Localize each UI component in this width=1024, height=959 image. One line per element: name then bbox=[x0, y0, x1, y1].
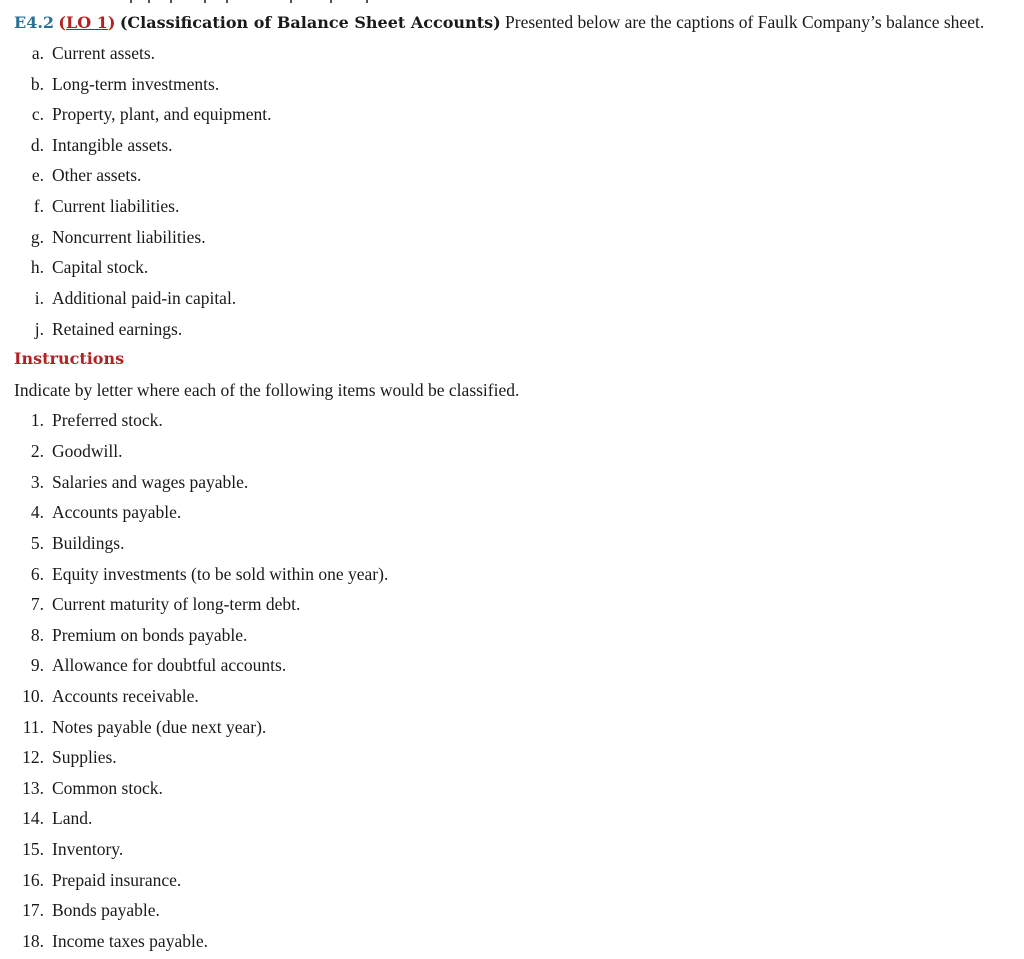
list-item bbox=[30, 592, 301, 616]
caption-text: Current assets. bbox=[52, 43, 156, 63]
item-text: Common stock. bbox=[52, 778, 163, 798]
list-item bbox=[30, 408, 163, 432]
exercise-intro: Presented below are the captions of Faulk Company’s balance sheet. bbox=[505, 12, 985, 32]
exercise-number: E4.2 bbox=[14, 13, 55, 32]
caption-letter: c. bbox=[31, 104, 44, 124]
item-number: 7. bbox=[30, 594, 44, 614]
caption-letter: b. bbox=[30, 74, 44, 94]
item-number: 6. bbox=[30, 564, 44, 584]
item-text: Prepaid insurance. bbox=[52, 870, 182, 890]
caption-text: Current liabilities. bbox=[52, 196, 180, 216]
caption-letter: g. bbox=[30, 227, 44, 247]
item-text: Salaries and wages payable. bbox=[52, 472, 249, 492]
caption-item bbox=[30, 255, 149, 279]
learning-objective-link[interactable]: LO 1 bbox=[65, 13, 108, 32]
item-text: Preferred stock. bbox=[52, 410, 163, 430]
item-number: 1. bbox=[30, 410, 44, 430]
caption-text: Noncurrent liabilities. bbox=[52, 227, 206, 247]
caption-letter: h. bbox=[30, 257, 44, 277]
list-item bbox=[22, 684, 199, 708]
item-number: 16. bbox=[22, 870, 44, 890]
list-item bbox=[22, 929, 208, 953]
list-item bbox=[30, 653, 287, 677]
item-text: Land. bbox=[52, 808, 93, 828]
list-item bbox=[22, 715, 267, 739]
item-text: Allowance for doubtful accounts. bbox=[52, 655, 287, 675]
list-item bbox=[30, 531, 125, 555]
item-number: 17. bbox=[22, 900, 44, 920]
caption-item bbox=[31, 102, 272, 126]
caption-letter: f. bbox=[33, 196, 44, 216]
item-text: Inventory. bbox=[52, 839, 124, 859]
item-text: Current maturity of long-term debt. bbox=[52, 594, 301, 614]
caption-letter: a. bbox=[31, 43, 44, 63]
item-number: 4. bbox=[30, 502, 44, 522]
caption-letter: i. bbox=[34, 288, 44, 308]
lo-close-paren: ) bbox=[107, 13, 116, 32]
list-item bbox=[30, 470, 249, 494]
item-text: Premium on bonds payable. bbox=[52, 625, 248, 645]
list-item bbox=[22, 868, 182, 892]
item-text: Accounts receivable. bbox=[52, 686, 199, 706]
instructions-text: Indicate by letter where each of the following items would be classified. bbox=[14, 380, 520, 400]
caption-item bbox=[31, 41, 156, 65]
item-text: Accounts payable. bbox=[52, 502, 182, 522]
exercise-header bbox=[14, 10, 1016, 35]
item-number: 8. bbox=[30, 625, 44, 645]
caption-letter: d. bbox=[30, 135, 44, 155]
caption-item bbox=[31, 163, 142, 187]
caption-item bbox=[34, 286, 237, 310]
caption-item bbox=[34, 317, 183, 341]
list-item bbox=[22, 776, 163, 800]
list-item bbox=[22, 745, 117, 769]
list-item bbox=[30, 623, 248, 647]
caption-text: Long-term investments. bbox=[52, 74, 220, 94]
item-text: Buildings. bbox=[52, 533, 125, 553]
item-text: Income taxes payable. bbox=[52, 931, 208, 951]
item-number: 5. bbox=[30, 533, 44, 553]
list-item bbox=[30, 439, 123, 463]
caption-letter: e. bbox=[31, 165, 44, 185]
caption-item bbox=[30, 225, 206, 249]
caption-text: Property, plant, and equipment. bbox=[52, 104, 272, 124]
caption-text: Intangible assets. bbox=[52, 135, 173, 155]
list-item bbox=[22, 837, 124, 861]
item-number: 15. bbox=[22, 839, 44, 859]
item-text: Equity investments (to be sold within one year). bbox=[52, 564, 389, 584]
item-number: 13. bbox=[22, 778, 44, 798]
item-number: 9. bbox=[30, 655, 44, 675]
caption-text: Capital stock. bbox=[52, 257, 149, 277]
instructions-heading: Instructions bbox=[14, 349, 125, 368]
list-item bbox=[30, 500, 182, 524]
item-number: 3. bbox=[30, 472, 44, 492]
item-number: 12. bbox=[22, 747, 44, 767]
list-item bbox=[30, 562, 389, 586]
item-number: 14. bbox=[22, 808, 44, 828]
exercise-title: (Classification of Balance Sheet Accounts) bbox=[119, 13, 501, 32]
item-text: Supplies. bbox=[52, 747, 117, 767]
caption-item bbox=[33, 194, 180, 218]
item-number: 10. bbox=[22, 686, 44, 706]
item-text: Notes payable (due next year). bbox=[52, 717, 267, 737]
cropped-text-fragment bbox=[130, 0, 370, 4]
caption-text: Other assets. bbox=[52, 165, 142, 185]
lo-open-paren: ( bbox=[58, 13, 66, 32]
caption-item bbox=[30, 133, 173, 157]
caption-text: Retained earnings. bbox=[52, 319, 183, 339]
caption-text: Additional paid-in capital. bbox=[52, 288, 237, 308]
item-text: Bonds payable. bbox=[52, 900, 160, 920]
caption-item bbox=[30, 72, 220, 96]
list-item bbox=[22, 806, 93, 830]
item-number: 11. bbox=[22, 717, 44, 737]
caption-letter: j. bbox=[34, 319, 44, 339]
item-text: Goodwill. bbox=[52, 441, 123, 461]
item-number: 2. bbox=[30, 441, 44, 461]
list-item bbox=[22, 898, 160, 922]
item-number: 18. bbox=[22, 931, 44, 951]
